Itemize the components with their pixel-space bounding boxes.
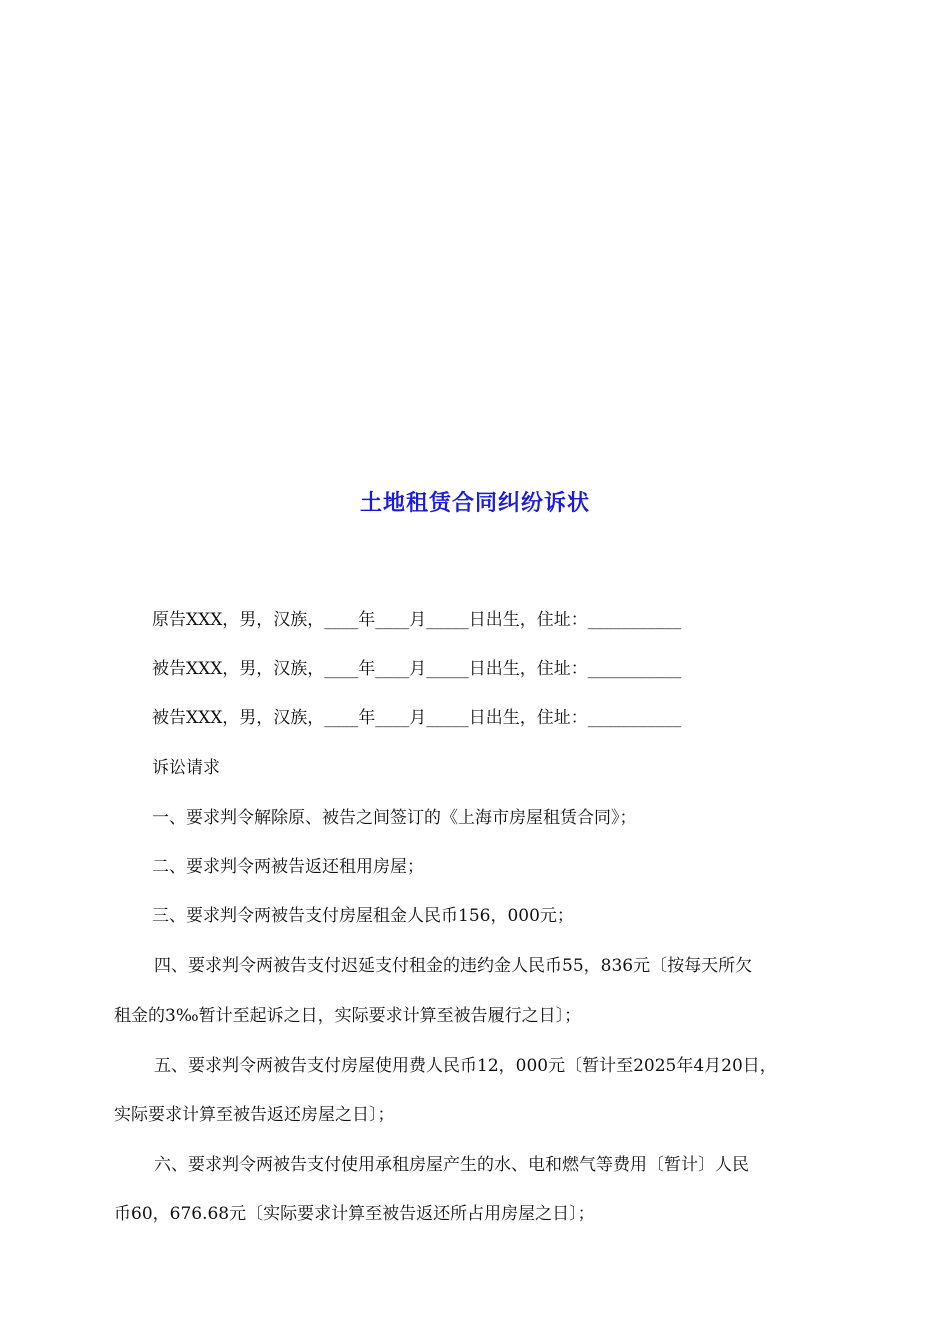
party-defendant-2: 被告XXX，男，汉族，____年____月_____日出生，住址：___________: [152, 708, 682, 728]
claim-2: 二、要求判令两被告返还租用房屋；: [152, 857, 424, 877]
party-plaintiff: 原告XXX，男，汉族，____年____月_____日出生，住址：___________: [152, 610, 682, 630]
party-defendant-1: 被告XXX，男，汉族，____年____月_____日出生，住址：___________: [152, 659, 682, 679]
claim-5-line-1: 五、要求判令两被告支付房屋使用费人民币12，000元〔暂计至2025年4月20日，: [154, 1056, 777, 1076]
claims-heading: 诉讼请求: [152, 758, 220, 778]
claim-6-line-2: 币60，676.68元〔实际要求计算至被告返还所占用房屋之日〕；: [114, 1204, 595, 1224]
claim-5-line-2: 实际要求计算至被告返还房屋之日〕；: [114, 1105, 395, 1125]
claim-3: 三、要求判令两被告支付房屋租金人民币156，000元；: [152, 906, 574, 926]
claim-1: 一、要求判令解除原、被告之间签订的《上海市房屋租赁合同》；: [152, 808, 637, 828]
document-title: 土地租赁合同纠纷诉状: [359, 491, 590, 516]
claim-6-line-1: 六、要求判令两被告支付使用承租房屋产生的水、电和燃气等费用〔暂计〕人民: [154, 1155, 749, 1175]
claim-4-line-2: 租金的3‰暂计至起诉之日，实际要求计算至被告履行之日〕；: [114, 1006, 582, 1026]
claim-4-line-1: 四、要求判令两被告支付迟延支付租金的违约金人民币55，836元〔按每天所欠: [154, 956, 753, 976]
